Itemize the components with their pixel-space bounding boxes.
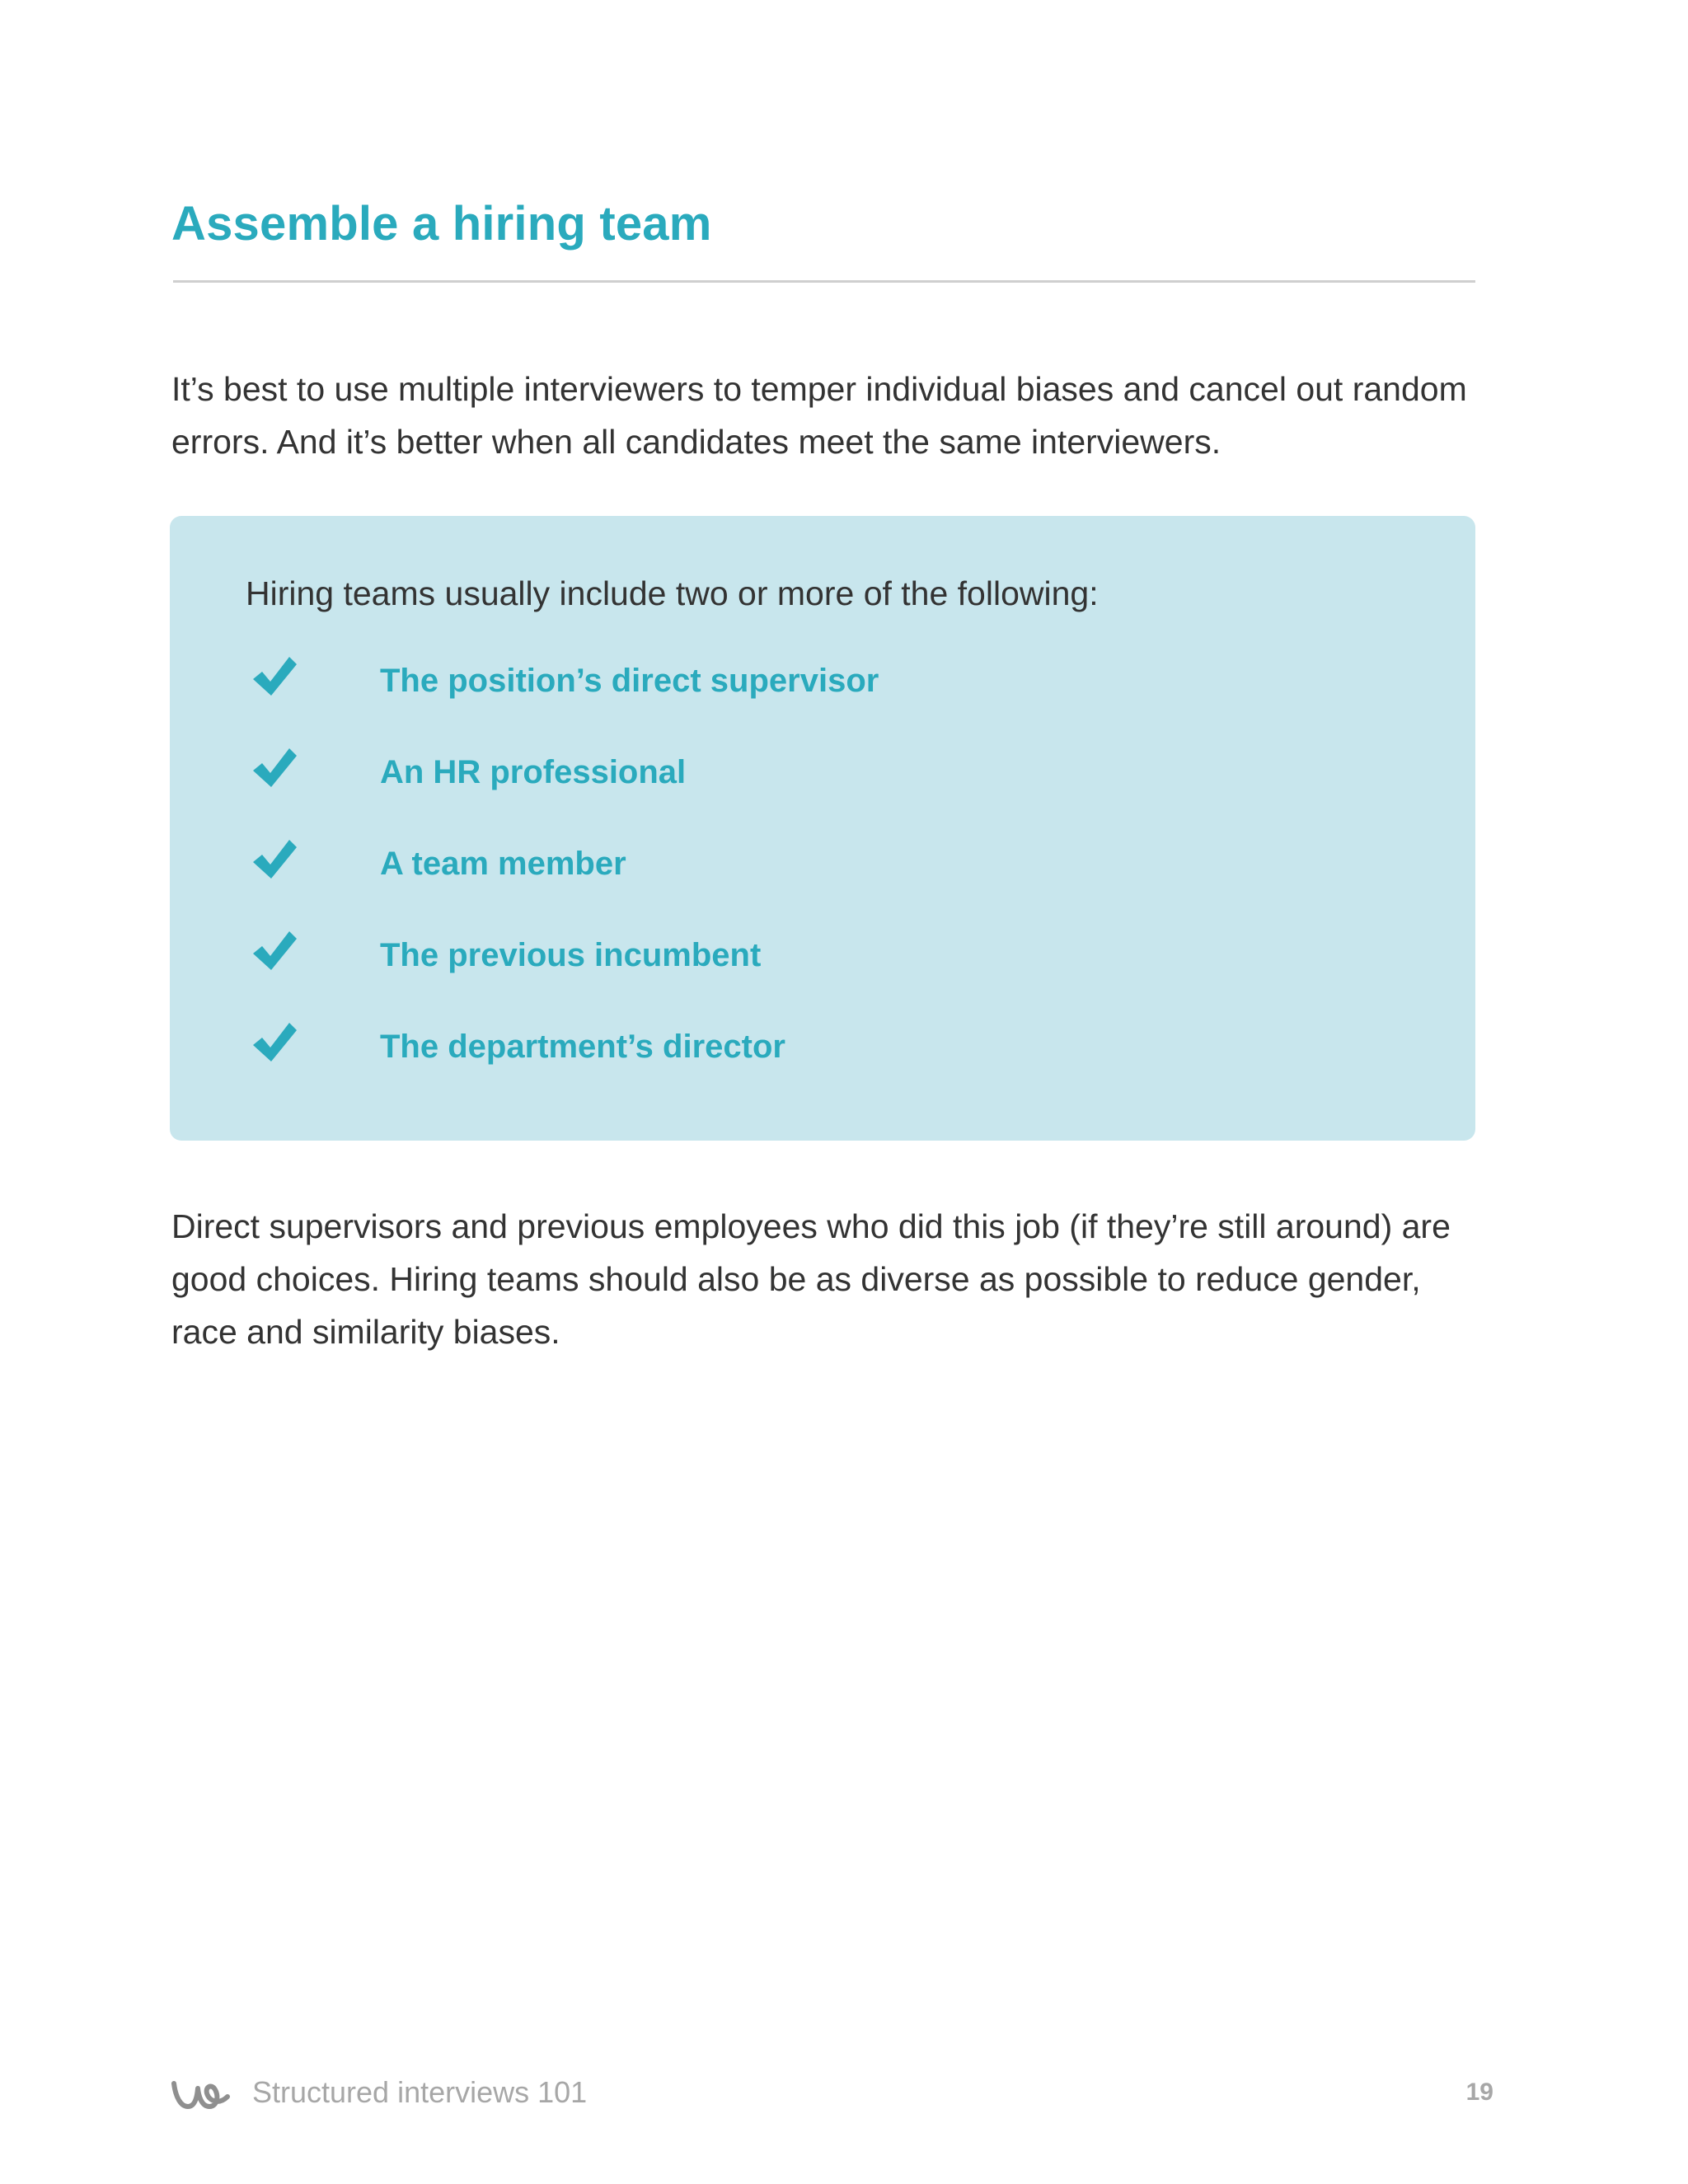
check-icon (251, 929, 298, 973)
check-icon (251, 1020, 298, 1065)
footer-document-title: Structured interviews 101 (252, 2075, 588, 2109)
workable-logo-icon (170, 2077, 231, 2113)
hiring-team-callout (170, 516, 1475, 1141)
checklist-item (251, 654, 1404, 746)
checklist-item (251, 1020, 1404, 1112)
callout-intro-text: Hiring teams usually include two or more of the following: (246, 574, 1099, 612)
hiring-team-checklist (251, 654, 1404, 1112)
checklist-item (251, 746, 1404, 837)
body-paragraph: Direct supervisors and previous employees who did this job (if they’re still around) are good choices. Hiring teams should also be as diverse as possible to reduce gender, race and similarity biases. (171, 1207, 1451, 1351)
checklist-item-label: The department’s director (380, 1029, 785, 1065)
checklist-item (251, 929, 1404, 1020)
intro-paragraph: It’s best to use multiple interviewers to temper individual biases and cancel out random errors. And it’s better when all candidates meet the same interviewers. (171, 370, 1467, 461)
checklist-item-label: A team member (380, 846, 626, 882)
page-title: Assemble a hiring team (171, 197, 712, 251)
checklist-item-label: The position’s direct supervisor (380, 663, 879, 699)
checklist-item (251, 837, 1404, 929)
check-icon (251, 654, 298, 699)
checklist-item-label: The previous incumbent (380, 937, 762, 973)
check-icon (251, 746, 298, 790)
title-divider (173, 280, 1475, 283)
check-icon (251, 837, 298, 882)
page-number: 19 (1465, 2079, 1493, 2106)
checklist-item-label: An HR professional (380, 754, 687, 790)
